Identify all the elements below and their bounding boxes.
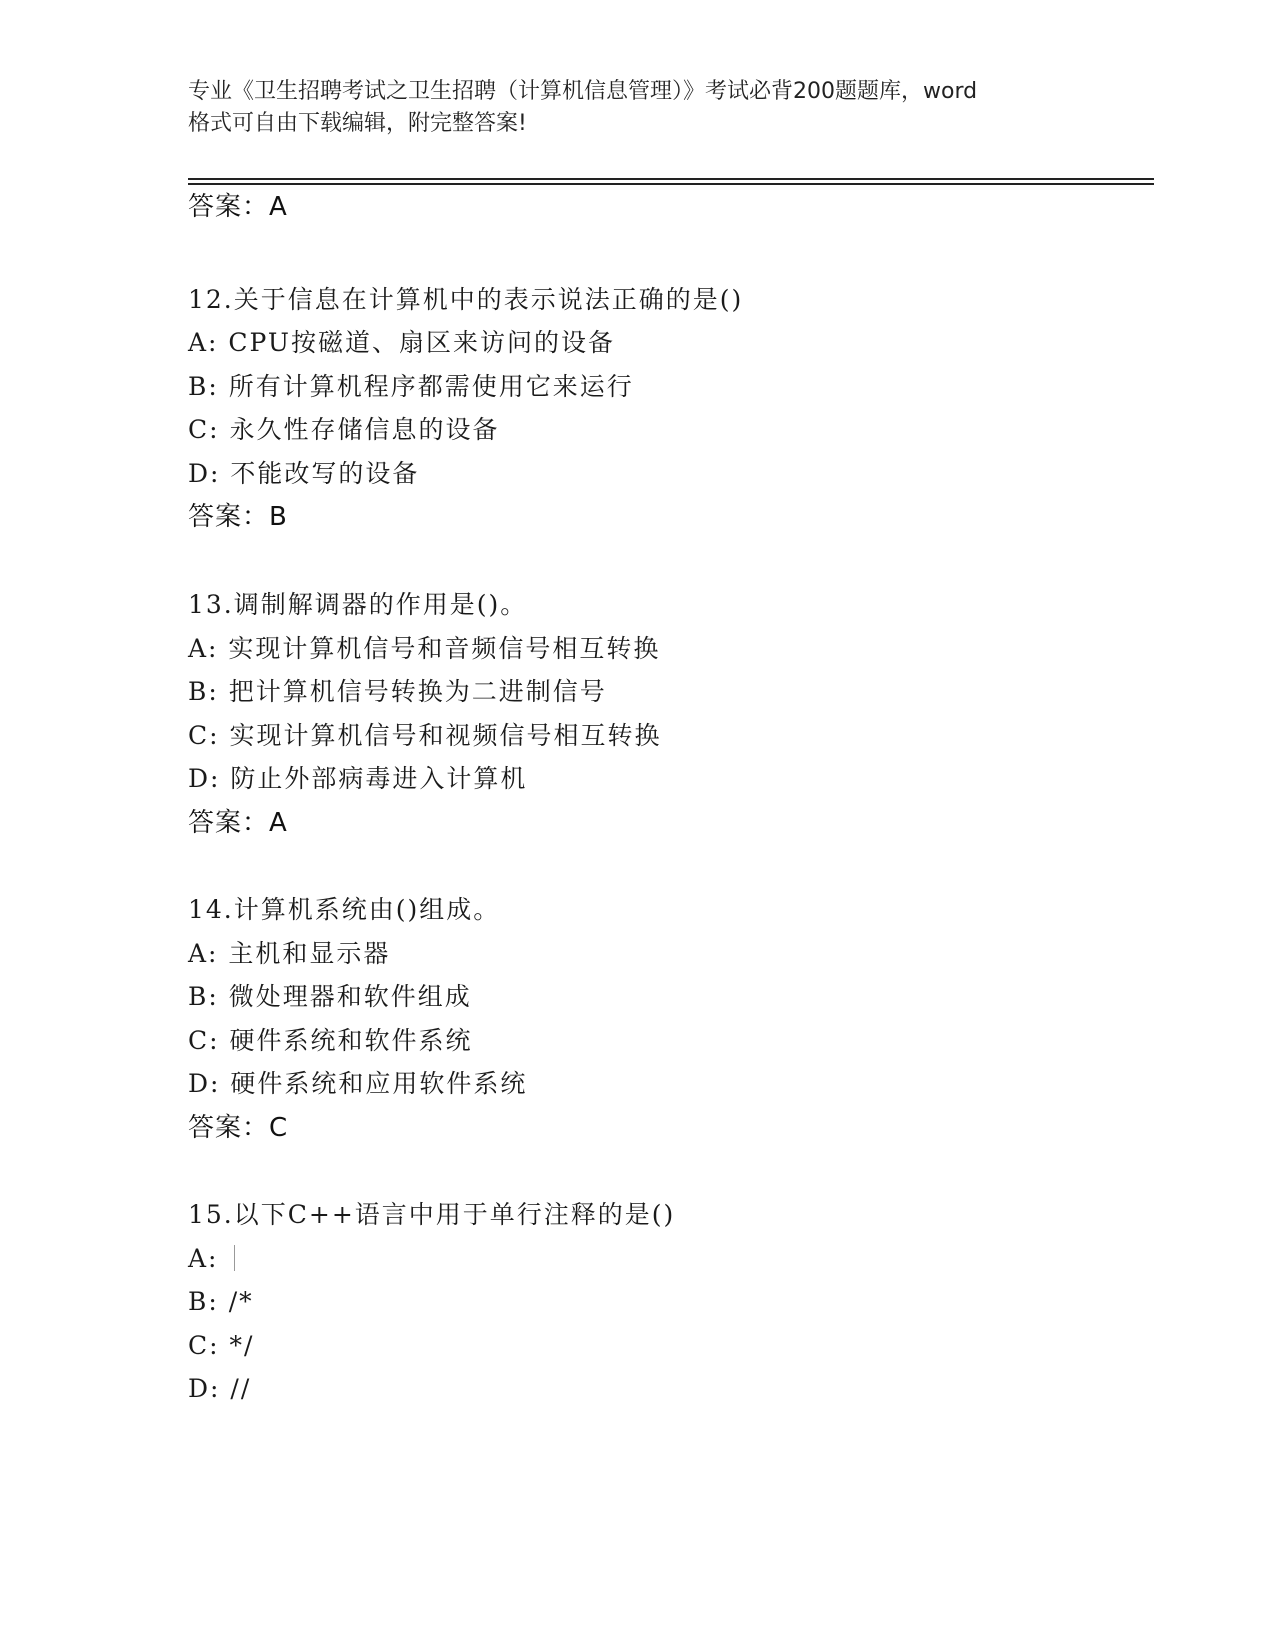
option-b: B: 微处理器和软件组成 bbox=[188, 982, 472, 1011]
option-c: C: */ bbox=[188, 1331, 255, 1360]
header-line-1: 专业《卫生招聘考试之卫生招聘（计算机信息管理）》考试必背200题题库，word bbox=[188, 79, 978, 104]
option-d: D: 不能改写的设备 bbox=[188, 459, 420, 488]
question-stem: 13.调制解调器的作用是()。 bbox=[188, 590, 528, 619]
option-c: C: 硬件系统和软件系统 bbox=[188, 1026, 473, 1055]
document-header bbox=[188, 76, 1088, 140]
option-c: C: 永久性存储信息的设备 bbox=[188, 415, 500, 444]
text-cursor-mark bbox=[234, 1245, 235, 1271]
answer-line: 答案：C bbox=[188, 1113, 289, 1143]
question-stem: 12.关于信息在计算机中的表示说法正确的是() bbox=[188, 285, 744, 314]
option-c: C: 实现计算机信号和视频信号相互转换 bbox=[188, 721, 662, 750]
answer-line: 答案：A bbox=[188, 192, 288, 222]
header-line-2: 格式可自由下载编辑，附完整答案! bbox=[188, 111, 527, 136]
header-divider-bottom bbox=[188, 183, 1154, 185]
option-d: D: 防止外部病毒进入计算机 bbox=[188, 764, 528, 793]
option-d: D: 硬件系统和应用软件系统 bbox=[188, 1069, 528, 1098]
answer-line: 答案：A bbox=[188, 808, 288, 838]
option-d: D: // bbox=[188, 1374, 252, 1403]
option-a: A: bbox=[188, 1244, 229, 1273]
option-a: A: 实现计算机信号和音频信号相互转换 bbox=[188, 634, 661, 663]
header-divider-top bbox=[188, 178, 1154, 180]
question-stem: 14.计算机系统由()组成。 bbox=[188, 895, 501, 924]
option-a: A: CPU按磁道、扇区来访问的设备 bbox=[188, 328, 616, 357]
question-stem: 15.以下C++语言中用于单行注释的是() bbox=[188, 1200, 676, 1229]
answer-line: 答案：B bbox=[188, 502, 288, 532]
option-b: B: 把计算机信号转换为二进制信号 bbox=[188, 677, 607, 706]
option-a: A: 主机和显示器 bbox=[188, 939, 391, 968]
option-b: B: 所有计算机程序都需使用它来运行 bbox=[188, 372, 634, 401]
option-b: B: /* bbox=[188, 1287, 254, 1316]
option-a-row bbox=[188, 1242, 235, 1276]
